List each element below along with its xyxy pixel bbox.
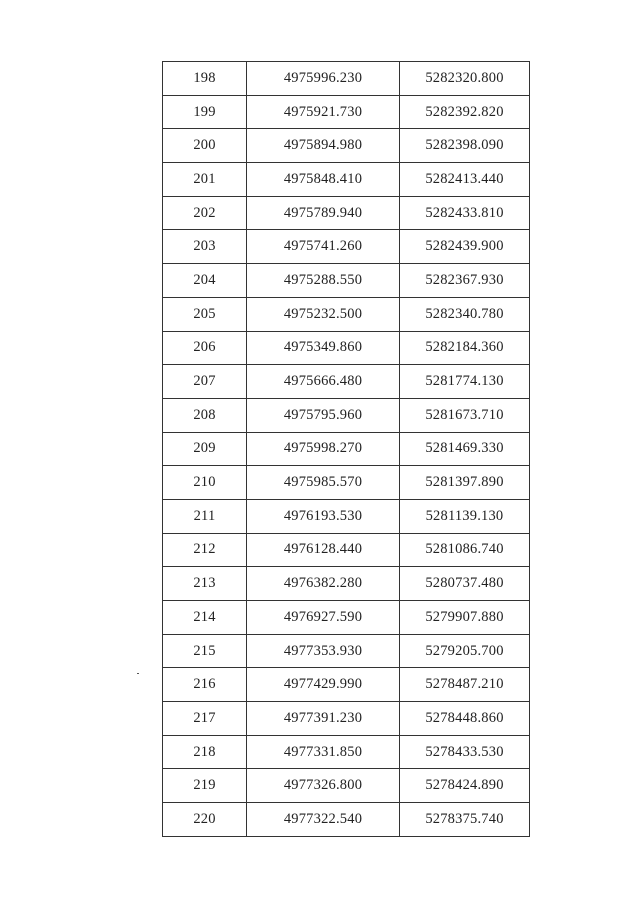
point-number-cell: 209: [163, 432, 247, 466]
y-coordinate-cell: 5282392.820: [400, 95, 530, 129]
y-coordinate-cell: 5281774.130: [400, 365, 530, 399]
y-coordinate-cell: 5282184.360: [400, 331, 530, 365]
y-coordinate-cell: 5282413.440: [400, 163, 530, 197]
y-coordinate-cell: 5281139.130: [400, 499, 530, 533]
y-coordinate-cell: 5282398.090: [400, 129, 530, 163]
table-row: [163, 769, 530, 803]
point-number-cell: 217: [163, 702, 247, 736]
point-number-cell: 211: [163, 499, 247, 533]
coordinate-table: [162, 61, 530, 837]
table-row: [163, 163, 530, 197]
y-coordinate-cell: 5280737.480: [400, 567, 530, 601]
x-coordinate-cell: 4975349.860: [247, 331, 400, 365]
point-number-cell: 208: [163, 398, 247, 432]
y-coordinate-cell: 5281086.740: [400, 533, 530, 567]
x-coordinate-cell: 4975666.480: [247, 365, 400, 399]
y-coordinate-cell: 5281397.890: [400, 466, 530, 500]
point-number-cell: 214: [163, 601, 247, 635]
point-number-cell: 215: [163, 634, 247, 668]
x-coordinate-cell: 4976382.280: [247, 567, 400, 601]
table-row: [163, 668, 530, 702]
point-number-cell: 198: [163, 62, 247, 96]
point-number-cell: 220: [163, 803, 247, 837]
table-row: [163, 196, 530, 230]
x-coordinate-cell: 4975998.270: [247, 432, 400, 466]
x-coordinate-cell: 4977429.990: [247, 668, 400, 702]
y-coordinate-cell: 5278424.890: [400, 769, 530, 803]
table-row: [163, 499, 530, 533]
table-row: [163, 567, 530, 601]
point-number-cell: 210: [163, 466, 247, 500]
y-coordinate-cell: 5281673.710: [400, 398, 530, 432]
y-coordinate-cell: 5282439.900: [400, 230, 530, 264]
point-number-cell: 200: [163, 129, 247, 163]
x-coordinate-cell: 4975789.940: [247, 196, 400, 230]
x-coordinate-cell: 4975921.730: [247, 95, 400, 129]
x-coordinate-cell: 4975985.570: [247, 466, 400, 500]
table-row: [163, 466, 530, 500]
table-row: [163, 62, 530, 96]
table-row: [163, 297, 530, 331]
table-row: [163, 735, 530, 769]
point-number-cell: 212: [163, 533, 247, 567]
point-number-cell: 202: [163, 196, 247, 230]
y-coordinate-cell: 5281469.330: [400, 432, 530, 466]
point-number-cell: 206: [163, 331, 247, 365]
point-number-cell: 207: [163, 365, 247, 399]
x-coordinate-cell: 4975848.410: [247, 163, 400, 197]
table-row: [163, 264, 530, 298]
y-coordinate-cell: 5278487.210: [400, 668, 530, 702]
coordinate-table-body: [163, 62, 530, 837]
y-coordinate-cell: 5278375.740: [400, 803, 530, 837]
scan-speck: [137, 673, 139, 674]
point-number-cell: 201: [163, 163, 247, 197]
table-row: [163, 432, 530, 466]
point-number-cell: 203: [163, 230, 247, 264]
table-row: [163, 95, 530, 129]
table-row: [163, 230, 530, 264]
y-coordinate-cell: 5282340.780: [400, 297, 530, 331]
y-coordinate-cell: 5279907.880: [400, 601, 530, 635]
point-number-cell: 204: [163, 264, 247, 298]
table-row: [163, 533, 530, 567]
y-coordinate-cell: 5282367.930: [400, 264, 530, 298]
point-number-cell: 213: [163, 567, 247, 601]
x-coordinate-cell: 4977391.230: [247, 702, 400, 736]
y-coordinate-cell: 5279205.700: [400, 634, 530, 668]
point-number-cell: 216: [163, 668, 247, 702]
table-row: [163, 601, 530, 635]
table-row: [163, 803, 530, 837]
table-row: [163, 398, 530, 432]
table-row: [163, 129, 530, 163]
x-coordinate-cell: 4977331.850: [247, 735, 400, 769]
y-coordinate-cell: 5278433.530: [400, 735, 530, 769]
x-coordinate-cell: 4975795.960: [247, 398, 400, 432]
x-coordinate-cell: 4975232.500: [247, 297, 400, 331]
y-coordinate-cell: 5282320.800: [400, 62, 530, 96]
x-coordinate-cell: 4975288.550: [247, 264, 400, 298]
x-coordinate-cell: 4976193.530: [247, 499, 400, 533]
table-row: [163, 365, 530, 399]
point-number-cell: 218: [163, 735, 247, 769]
table-row: [163, 702, 530, 736]
point-number-cell: 205: [163, 297, 247, 331]
table-row: [163, 331, 530, 365]
point-number-cell: 199: [163, 95, 247, 129]
x-coordinate-cell: 4976927.590: [247, 601, 400, 635]
x-coordinate-cell: 4977353.930: [247, 634, 400, 668]
x-coordinate-cell: 4975894.980: [247, 129, 400, 163]
x-coordinate-cell: 4977326.800: [247, 769, 400, 803]
x-coordinate-cell: 4976128.440: [247, 533, 400, 567]
y-coordinate-cell: 5282433.810: [400, 196, 530, 230]
y-coordinate-cell: 5278448.860: [400, 702, 530, 736]
x-coordinate-cell: 4977322.540: [247, 803, 400, 837]
table-row: [163, 634, 530, 668]
point-number-cell: 219: [163, 769, 247, 803]
x-coordinate-cell: 4975741.260: [247, 230, 400, 264]
x-coordinate-cell: 4975996.230: [247, 62, 400, 96]
